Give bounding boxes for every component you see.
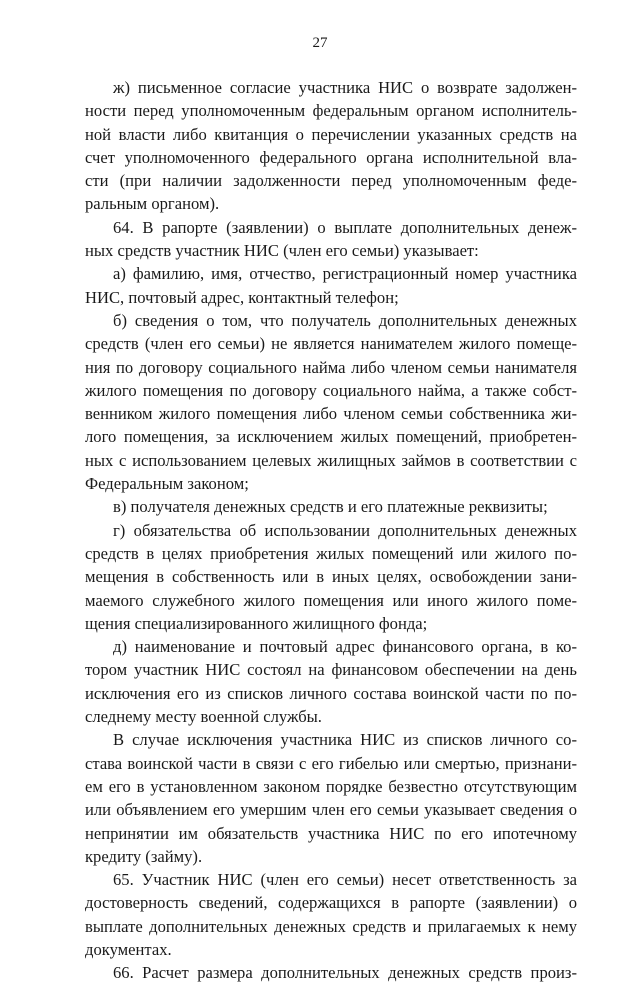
text-line: тором участник НИС состоял на финансовом обеспечении на день bbox=[85, 660, 577, 680]
text-line: ния по договору социального найма либо членом семьи нанимателя bbox=[85, 357, 577, 377]
text-line: кредиту (займу). bbox=[85, 846, 203, 866]
text-line: средств в целях приобретения жилых помещений или жилого по- bbox=[85, 543, 577, 563]
text-line: В случае исключения участника НИС из списков личного со- bbox=[113, 730, 577, 750]
text-line: венником жилого помещения либо членом семьи собственника жи- bbox=[85, 404, 577, 424]
text-line: ных средств участник НИС (член его семьи) указывает: bbox=[85, 241, 479, 261]
text-line: ральным органом). bbox=[85, 194, 220, 214]
text-line: ной власти либо квитанция о перечислении указанных средств на bbox=[85, 124, 577, 144]
text-line: щения специализированного жилищного фонда; bbox=[85, 613, 428, 633]
text-line: г) обязательства об использовании дополнительных денежных bbox=[113, 520, 577, 540]
text-line: б) сведения о том, что получатель дополнительных денежных bbox=[113, 310, 577, 330]
text-line: ж) письменное согласие участника НИС о возврате задолжен- bbox=[113, 78, 577, 97]
text-line: става воинской части в связи с его гибелью или смертью, признани- bbox=[85, 753, 577, 773]
text-line: НИС, почтовый адрес, контактный телефон; bbox=[85, 287, 399, 307]
text-line: 65. Участник НИС (член его семьи) несет ответственность за bbox=[113, 870, 577, 890]
document-text bbox=[85, 76, 577, 985]
text-line: Федеральным законом; bbox=[85, 474, 249, 494]
text-line: д) наименование и почтовый адрес финансового органа, в ко- bbox=[113, 637, 577, 657]
text-line: следнему месту военной службы. bbox=[85, 707, 322, 727]
text-line: достоверность сведений, содержащихся в рапорте (заявлении) о bbox=[85, 893, 577, 913]
text-line: а) фамилию, имя, отчество, регистрационный номер участника bbox=[113, 264, 577, 284]
text-line: ных с использованием целевых жилищных займов в соответствии с bbox=[85, 450, 577, 470]
text-line: 64. В рапорте (заявлении) о выплате дополнительных денеж- bbox=[113, 217, 577, 237]
text-line: ем его в установленном законом порядке безвестно отсутствующим bbox=[85, 776, 577, 796]
text-line: 66. Расчет размера дополнительных денежных средств произ- bbox=[113, 963, 577, 983]
text-line: сти (при наличии задолженности перед уполномоченным феде- bbox=[85, 171, 577, 191]
text-line: непринятии им обязательств участника НИС по его ипотечному bbox=[85, 823, 577, 843]
text-line: лого помещения, за исключением жилых помещений, приобретен- bbox=[85, 427, 577, 447]
text-line: исключения его из списков личного состава воинской части по по- bbox=[85, 683, 577, 703]
text-line: в) получателя денежных средств и его платежные реквизиты; bbox=[113, 497, 548, 517]
text-line: мещения в собственность или в иных целях, освобождении зани- bbox=[85, 567, 577, 587]
text-line: средств (член его семьи) не является нанимателем жилого помеще- bbox=[85, 334, 577, 354]
text-line: документах. bbox=[85, 939, 172, 959]
text-line: выплате дополнительных денежных средств и прилагаемых к нему bbox=[85, 916, 577, 936]
text-line: ности перед уполномоченным федеральным органом исполнитель- bbox=[85, 101, 577, 121]
text-line: или объявлением его умершим член его семьи указывает сведения о bbox=[85, 800, 577, 820]
text-line: маемого служебного жилого помещения или иного жилого поме- bbox=[85, 590, 577, 610]
text-line: счет уполномоченного федерального органа исполнительной вла- bbox=[85, 147, 577, 167]
page-number: 27 bbox=[312, 35, 328, 51]
text-line: жилого помещения по договору социального найма, а также собст- bbox=[85, 380, 577, 400]
